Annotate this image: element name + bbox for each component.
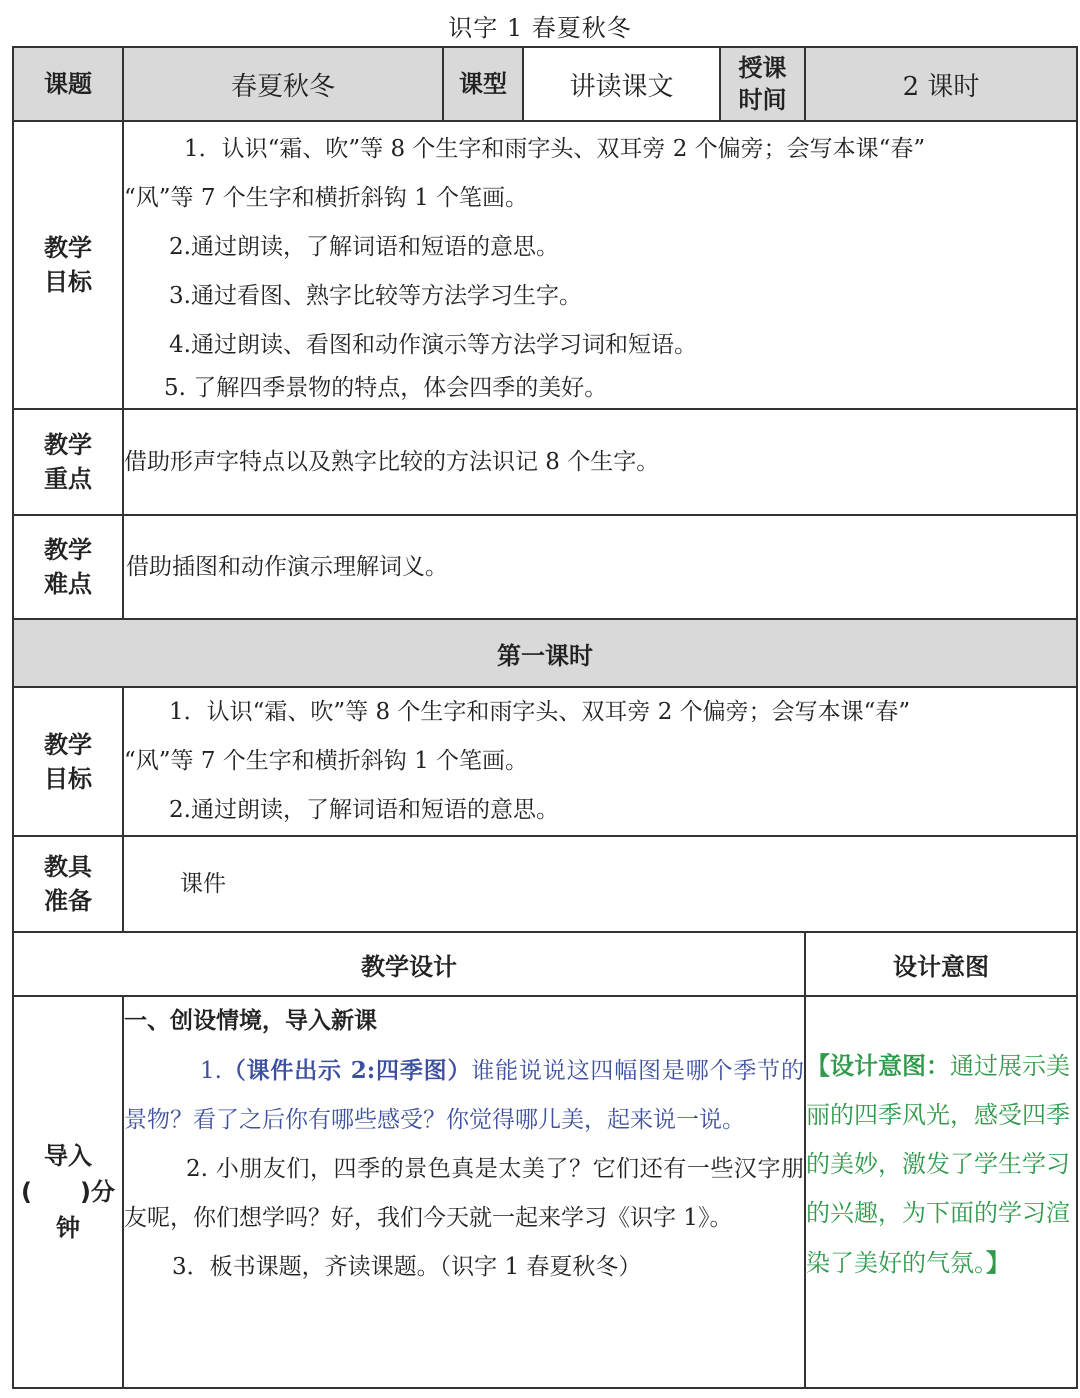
intro-intent xyxy=(805,996,1077,1388)
intro-time-label xyxy=(13,996,123,1388)
intro-p1-text: 谁能说说这四幅图是哪个季节的景物？看了之后你有哪些感受？你觉得哪儿美，起来说一说。 xyxy=(124,1058,804,1133)
intro-p1-num: 1. xyxy=(200,1058,222,1084)
goal-item: 1．认识“霜、吹”等 8 个生字和雨字头、双耳旁 2 个偏旁；会写本课“春” xyxy=(184,135,926,162)
goal-item: “风”等 7 个生字和横折斜钩 1 个笔画。 xyxy=(124,184,529,211)
type-label: 课型 xyxy=(443,47,523,121)
design-header-row xyxy=(13,932,1077,996)
intent-prefix: 【设计意图： xyxy=(806,1051,950,1080)
tools-content xyxy=(123,836,1077,932)
hours-value: 2 课时 xyxy=(805,47,1077,121)
goals-row xyxy=(13,121,1077,409)
intro-time-line: ( )分 xyxy=(21,1178,115,1206)
lesson1-title-row xyxy=(13,619,1077,687)
intro-section-title: 一、创设情境，导入新课 xyxy=(124,1008,377,1034)
intro-p1-highlight: （课件出示 2:四季图） xyxy=(221,1057,472,1084)
topic-label: 课题 xyxy=(13,47,123,121)
goal-item: 2.通过朗读，了解词语和短语的意思。 xyxy=(169,233,559,260)
lesson1-goal-item: “风”等 7 个生字和横折斜钩 1 个笔画。 xyxy=(124,748,529,774)
goals-content xyxy=(123,121,1077,409)
type-value: 讲读课文 xyxy=(523,47,720,121)
difficulty-row xyxy=(13,515,1077,619)
intent-text: 通过展示美丽的四季风光，感受四季的美妙，激发了学生学习的兴趣，为下面的学习渲染了美好的气氛。 xyxy=(806,1052,1070,1277)
intro-paragraph-3: 3．板书课题，齐读课题。（识字 1 春夏秋冬） xyxy=(172,1254,642,1280)
difficulty-text: 借助插图和动作演示理解词义。 xyxy=(126,553,448,580)
focus-text: 借助形声字特点以及熟字比较的方法识记 8 个生字。 xyxy=(124,448,660,475)
focus-row xyxy=(13,409,1077,515)
goal-item: 3.通过看图、熟字比较等方法学习生字。 xyxy=(169,282,582,309)
topic-value: 春夏秋冬 xyxy=(123,47,443,121)
page-title: 识字 1 春夏秋冬 xyxy=(448,14,632,42)
intro-time-line: 钟 xyxy=(56,1214,80,1242)
goals-label: 教学目标 xyxy=(13,121,123,409)
design-header: 教学设计 xyxy=(13,932,805,996)
intro-paragraph-2: 2. 小朋友们，四季的景色真是太美了？它们还有一些汉字朋友呢，你们想学吗？好，我们今天就一起来学习《识字 1》。 xyxy=(124,1156,804,1231)
intro-time-line: 导入 xyxy=(44,1142,92,1170)
lesson1-goals-label: 教学目标 xyxy=(13,687,123,836)
lesson-plan-table xyxy=(12,46,1078,1389)
intro-paragraph-1 xyxy=(124,1046,804,1145)
tools-value: 课件 xyxy=(180,870,226,897)
tools-label: 教具准备 xyxy=(13,836,123,932)
header-row xyxy=(13,47,1077,121)
lesson1-goal-item: 2.通过朗读，了解词语和短语的意思。 xyxy=(169,797,559,823)
intent-header: 设计意图 xyxy=(805,932,1077,996)
intent-suffix: 】 xyxy=(986,1248,1010,1277)
goal-item: 5. 了解四季景物的特点，体会四季的美好。 xyxy=(164,374,608,401)
hours-label: 授课时间 xyxy=(720,47,805,121)
intro-design xyxy=(123,996,805,1388)
tools-row xyxy=(13,836,1077,932)
focus-label: 教学重点 xyxy=(13,409,123,515)
goal-item: 4.通过朗读、看图和动作演示等方法学习词和短语。 xyxy=(169,331,697,358)
difficulty-content xyxy=(123,515,1077,619)
focus-content xyxy=(123,409,1077,515)
intro-row xyxy=(13,996,1077,1388)
lesson1-goals-row xyxy=(13,687,1077,836)
lesson1-goal-item: 1．认识“霜、吹”等 8 个生字和雨字头、双耳旁 2 个偏旁；会写本课“春” xyxy=(169,699,911,725)
lesson1-title: 第一课时 xyxy=(13,619,1077,687)
difficulty-label: 教学难点 xyxy=(13,515,123,619)
lesson1-goals-content xyxy=(123,687,1077,836)
